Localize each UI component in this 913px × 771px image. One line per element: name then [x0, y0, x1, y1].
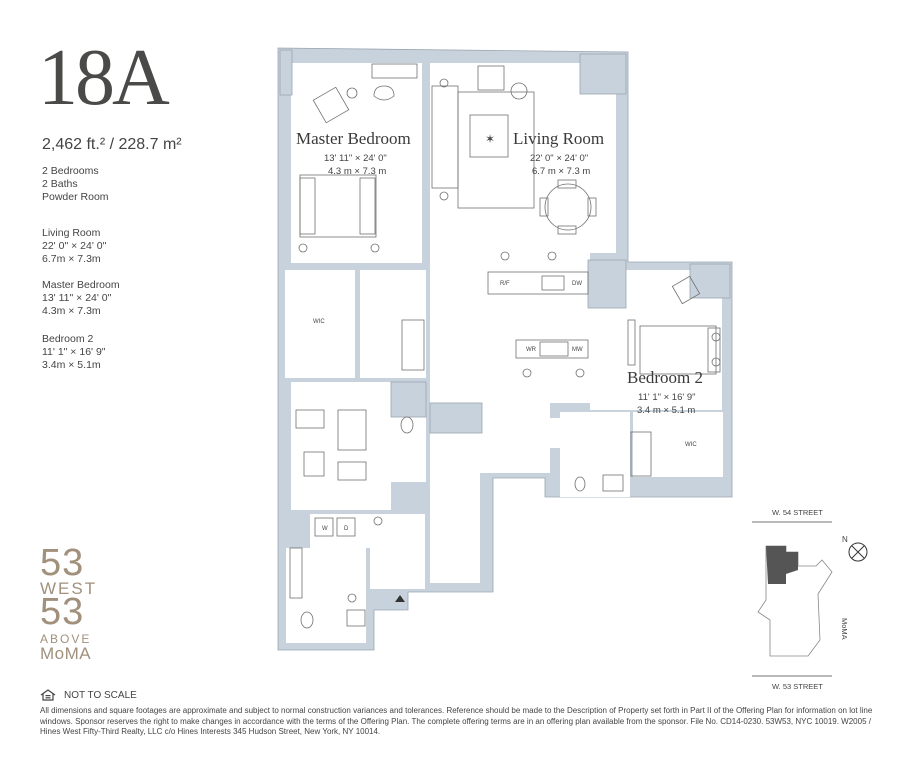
summary-bedrooms: 2 Bedrooms — [42, 165, 99, 177]
spec-metric: 6.7m × 7.3m — [42, 253, 101, 265]
logo-53-top: 53 — [40, 542, 85, 584]
spec-name: Living Room — [42, 227, 101, 239]
spec-metric: 4.3m × 7.3m — [42, 305, 101, 317]
spec-name: Bedroom 2 — [42, 333, 94, 345]
dishwasher-label: DW — [572, 281, 582, 287]
microwave-label: MW — [572, 347, 583, 353]
bedroom-2-label: Bedroom 2 — [627, 368, 704, 387]
spec-imperial: 22' 0" × 24' 0" — [42, 240, 107, 252]
moma-label: MoMA — [840, 618, 849, 640]
unit-area: 2,462 ft.² / 228.7 m² — [42, 136, 182, 153]
summary-powder-room: Powder Room — [42, 191, 109, 203]
bedroom-2-imperial: 11' 1" × 16' 9" — [638, 392, 696, 403]
street-north: W. 54 STREET — [772, 508, 823, 517]
north-label: N — [842, 535, 848, 544]
living-room-metric: 6.7 m × 7.3 m — [532, 166, 591, 177]
bedroom-2-metric: 3.4 m × 5.1 m — [637, 405, 696, 416]
logo-moma: MoMA — [40, 644, 92, 663]
scale-note-text: NOT TO SCALE — [64, 689, 137, 701]
master-bedroom-label: Master Bedroom — [296, 129, 411, 148]
fridge-label: R/F — [500, 281, 510, 287]
wine-fridge-label: WR — [526, 347, 536, 353]
master-wic-label: WIC — [313, 319, 325, 325]
master-bedroom-metric: 4.3 m × 7.3 m — [328, 166, 387, 177]
key-plan — [752, 508, 867, 691]
living-room-label: Living Room — [513, 129, 605, 148]
logo-53-bottom: 53 — [40, 591, 85, 633]
logo-above: ABOVE — [40, 632, 92, 646]
dryer-label: D — [344, 526, 349, 532]
spec-metric: 3.4m × 5.1m — [42, 359, 101, 371]
disclaimer: All dimensions and square footages are approximate and subject to normal construction variances and tolerances. Reference should be made to the Description of Property set forth in Part II of the Offering Plan for information on lot line windows. Sponsor reserves the right to make changes in accordance with the terms of the Offering Plan. The complete offering terms are in an offering plan available from the sponsor. File No. CD14-0230. 53W53, NYC 10019. W2005 / Hines West Fifty-Third Realty, LLC c/o Hines Interests 345 Hudson Street, New York, NY 10014. — [40, 706, 873, 736]
rug-ornament: ✶ — [485, 132, 496, 146]
north-arrow-icon — [849, 543, 867, 561]
living-room-imperial: 22' 0" × 24' 0" — [530, 153, 589, 164]
unit-number: 18A — [38, 34, 167, 122]
spec-imperial: 11' 1" × 16' 9" — [42, 346, 106, 358]
bedroom-2-wic-label: WIC — [685, 442, 697, 448]
logo-west: WEST — [40, 579, 98, 598]
spec-name: Master Bedroom — [42, 279, 120, 291]
street-south: W. 53 STREET — [772, 682, 823, 691]
summary-baths: 2 Baths — [42, 178, 78, 190]
master-bedroom-imperial: 13' 11" × 24' 0" — [324, 153, 387, 164]
washer-label: W — [322, 526, 328, 532]
spec-imperial: 13' 11" × 24' 0" — [42, 292, 112, 304]
